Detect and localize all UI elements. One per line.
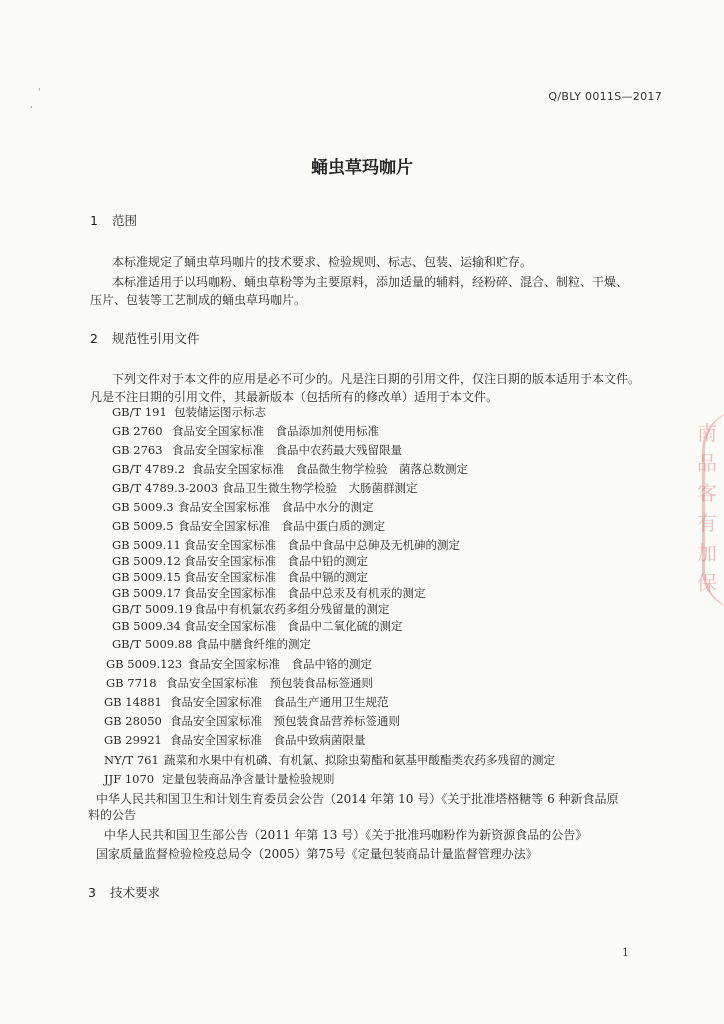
reference-item <box>104 752 555 769</box>
page-number: 1 <box>622 946 629 959</box>
reference-item <box>112 569 368 586</box>
reference-title: 食品安全国家标准 食品添加剂使用标准 <box>172 424 379 438</box>
scan-mark: ' <box>38 88 41 98</box>
reference-title: 食品安全国家标准 食品生产通用卫生规范 <box>170 695 389 709</box>
reference-code: GB 2763 <box>112 443 163 457</box>
seal-char: 品 <box>697 451 717 475</box>
reference-code: GB 5009.17 <box>112 586 181 600</box>
reference-title: 食品安全国家标准 预包装食品营养标签通则 <box>170 714 400 728</box>
reference-title: 定量包装商品净含量计量检验规则 <box>162 772 335 786</box>
reference-item <box>106 656 372 673</box>
reference-code: GB 28050 <box>104 714 162 728</box>
reference-title: 食品安全国家标准 食品中农药最大残留限量 <box>172 443 402 457</box>
notice-2: 中华人民共和国卫生部公告（2011 年第 13 号）《关于批准玛咖粉作为新资源食品的公告》 <box>104 828 588 842</box>
reference-title: 食品安全国家标准 预包装食品标签通则 <box>166 676 373 690</box>
reference-item <box>112 601 390 618</box>
notice-1-line-2: 料的公告 <box>88 808 137 822</box>
notice-3: 国家质量监督检验检疫总局令（2005）第75号《定量包装商品计量监督管理办法》 <box>96 847 538 861</box>
reference-item <box>104 713 400 730</box>
reference-item <box>112 499 374 516</box>
reference-code: GB/T 4789.3-2003 <box>112 481 219 495</box>
reference-code: GB 29921 <box>104 733 162 747</box>
reference-title: 食品安全国家标准 食品中致病菌限量 <box>170 733 366 747</box>
scope-para-2-line-1: 本标准适用于以玛咖粉、蛹虫草粉等为主要原料，添加适量的辅料，经粉碎、混合、制粒、干燥、 <box>112 275 629 289</box>
seal-char: 客 <box>697 481 717 505</box>
scope-para-2-line-2: 压片、包装等工艺制成的蛹虫草玛咖片。 <box>90 293 307 307</box>
reference-code: GB 14881 <box>104 695 162 709</box>
section-2-heading <box>90 329 200 347</box>
reference-code: GB 5009.3 <box>112 500 174 514</box>
reference-code: GB/T 191 <box>112 405 167 419</box>
reference-title: 食品安全国家标准 食品中总汞及有机汞的测定 <box>184 586 426 600</box>
section-title: 规范性引用文件 <box>112 331 200 346</box>
section-title: 范围 <box>112 213 138 228</box>
seal-char: 保 <box>697 571 717 595</box>
reference-code: GB 5009.15 <box>112 570 181 584</box>
seal-char: 有 <box>697 511 717 535</box>
standard-code: Q/BLY 0011S—2017 <box>548 90 662 103</box>
reference-item <box>112 585 426 602</box>
reference-code: JJF 1070 <box>104 772 155 786</box>
reference-item <box>112 618 403 635</box>
reference-code: GB 2760 <box>112 424 163 438</box>
reference-item <box>112 461 468 478</box>
scope-para-1: 本标准规定了蛹虫草玛咖片的技术要求、检验规则、标志、包装、运输和贮存。 <box>112 255 533 269</box>
reference-code: GB 5009.34 <box>112 619 181 633</box>
reference-code: GB 5009.123 <box>106 657 183 671</box>
reference-title: 食品安全国家标准 食品中二氧化硫的测定 <box>184 619 403 633</box>
reference-title: 蔬菜和水果中有机磷、有机氯、拟除虫菊酯和氨基甲酸酯类农药多残留的测定 <box>164 753 555 767</box>
section-number: 2 <box>90 331 98 346</box>
reference-title: 食品安全国家标准 食品中铅的测定 <box>184 554 368 568</box>
reference-title: 食品安全国家标准 食品中镉的测定 <box>184 570 368 584</box>
reference-item <box>104 694 389 711</box>
section-title: 技术要求 <box>110 885 161 900</box>
reference-title: 食品中有机氯农药多组分残留量的测定 <box>194 602 390 616</box>
refs-intro-line-2: 凡是不注日期的引用文件，其最新版本（包括所有的修改单）适用于本文件。 <box>90 390 499 404</box>
seal-char: 加 <box>697 541 717 565</box>
reference-title: 食品安全国家标准 食品中蛋白质的测定 <box>178 519 385 533</box>
reference-code: GB/T 5009.19 <box>112 602 193 616</box>
seal-stamp-fragment <box>694 410 724 610</box>
section-3-heading <box>88 883 160 901</box>
scan-mark: , <box>30 100 33 110</box>
reference-item <box>112 480 418 497</box>
reference-title: 食品安全国家标准 食品微生物学检验 菌落总数测定 <box>192 462 468 476</box>
reference-title: 包装储运图示标志 <box>174 405 266 419</box>
reference-title: 食品安全国家标准 食品中食品中总砷及无机砷的测定 <box>184 538 460 552</box>
reference-item <box>112 518 385 535</box>
reference-item <box>112 423 379 440</box>
reference-title: 食品卫生微生物学检验 大肠菌群测定 <box>222 481 418 495</box>
document-title: 蛹虫草玛咖片 <box>311 158 413 178</box>
reference-item <box>104 732 366 749</box>
reference-title: 食品安全国家标准 食品中铬的测定 <box>188 657 372 671</box>
reference-code: GB/T 4789.2 <box>112 462 186 476</box>
reference-item <box>106 675 373 692</box>
reference-code: GB 5009.12 <box>112 554 181 568</box>
reference-item <box>112 636 311 653</box>
reference-title: 食品安全国家标准 食品中水分的测定 <box>178 500 374 514</box>
seal-char: 南 <box>697 421 717 445</box>
reference-code: GB/T 5009.88 <box>112 637 193 651</box>
reference-item <box>112 404 266 421</box>
reference-item <box>112 537 460 554</box>
section-number: 3 <box>88 885 96 900</box>
reference-item <box>104 771 335 788</box>
reference-item <box>112 553 368 570</box>
section-1-heading <box>90 211 137 229</box>
notice-1-line-1: 中华人民共和国卫生和计划生育委员会公告（2014 年第 10 号）《关于批准塔格糖等 6 种新食品原 <box>96 792 619 806</box>
reference-code: GB 7718 <box>106 676 157 690</box>
refs-intro-line-1: 下列文件对于本文件的应用是必不可少的。凡是注日期的引用文件，仅注日期的版本适用于本文件。 <box>112 372 641 386</box>
section-number: 1 <box>90 213 98 228</box>
reference-code: NY/T 761 <box>104 753 159 767</box>
reference-code: GB 5009.11 <box>112 538 181 552</box>
reference-title: 食品中膳食纤维的测定 <box>196 637 311 651</box>
reference-code: GB 5009.5 <box>112 519 174 533</box>
reference-item <box>112 442 402 459</box>
